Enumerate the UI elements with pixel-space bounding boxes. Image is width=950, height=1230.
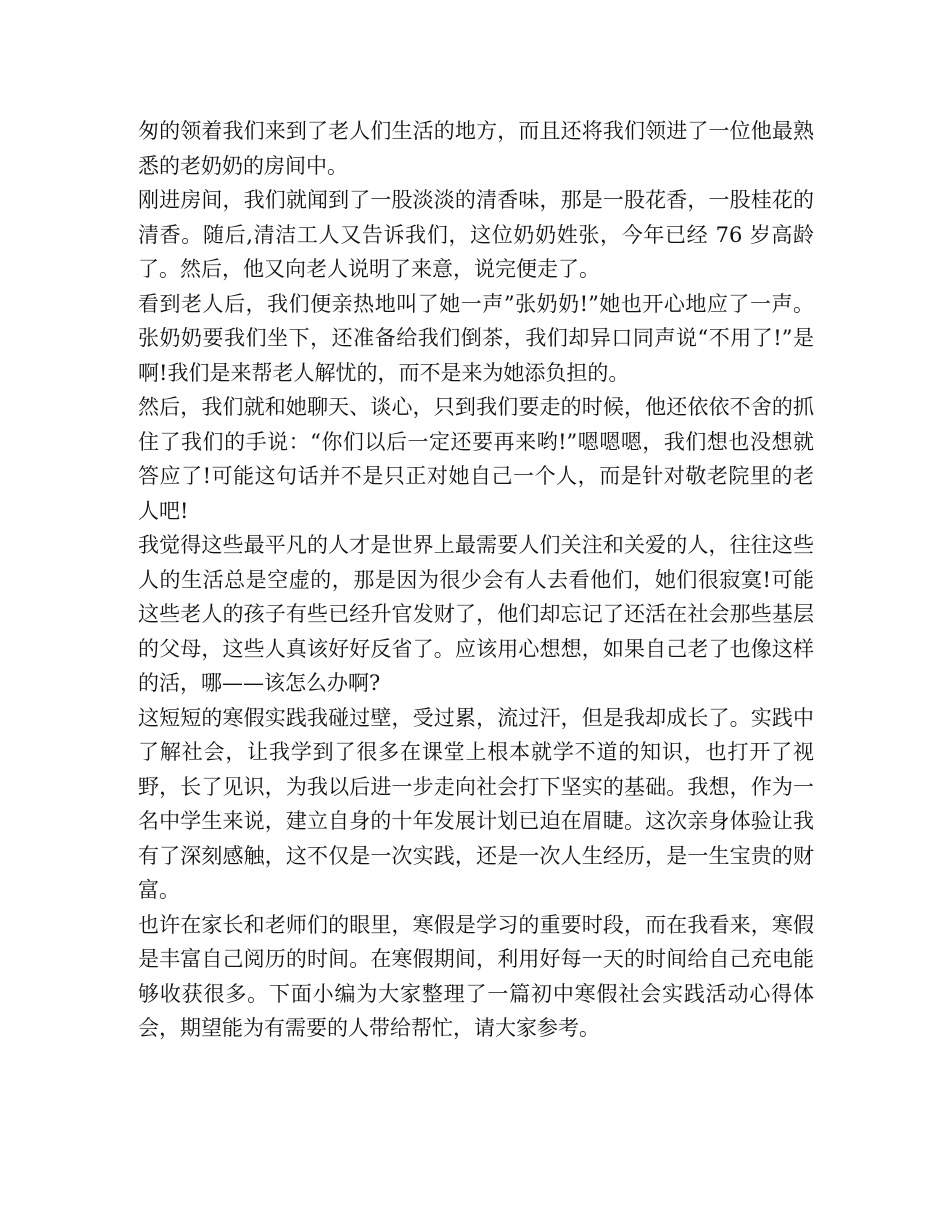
paragraph-3: 看到老人后，我们便亲热地叫了她一声”张奶奶!”她也开心地应了一声。张奶奶要我们坐下，还准备给我们倒茶，我们却异口同声说“不用了!”是啊!我们是来帮老人解忧的，而不是来为她添负担的。 (138, 291, 814, 385)
paragraph-1: 匆的领着我们来到了老人们生活的地方，而且还将我们领进了一位他最熟悉的老奶奶的房间中。 (138, 119, 814, 178)
paragraph-2: 刚进房间，我们就闻到了一股淡淡的清香味，那是一股花香，一股桂花的清香。随后,清洁工人又告诉我们，这位奶奶姓张，今年已经 76 岁高龄了。然后，他又向老人说明了来意，说完便走了。 (138, 188, 814, 281)
paragraph-6: 这短短的寒假实践我碰过壁，受过累，流过汗，但是我却成长了。实践中了解社会，让我学到了很多在课堂上根本就学不道的知识，也打开了视野，长了见识，为我以后进一步走向社会打下坚实的基础。我想，作为一名中学生来说，建立自身的十年发展计划已迫在眉睫。这次亲身体验让我有了深刻感触，这不仅是一次实践，还是一次人生经历，是一生宝贵的财富。 (138, 705, 814, 902)
paragraph-4: 然后，我们就和她聊天、谈心，只到我们要走的时候，他还依依不舍的抓住了我们的手说：“你们以后一定还要再来哟!”嗯嗯嗯，我们想也没想就答应了!可能这句话并不是只正对她自己一个人，而是针对敬老院里的老人吧! (138, 395, 814, 523)
document-body (138, 114, 814, 1046)
paragraph-7: 也许在家长和老师们的眼里，寒假是学习的重要时段，而在我看来，寒假是丰富自己阅历的时间。在寒假期间，利用好每一天的时间给自己充电能够收获很多。下面小编为大家整理了一篇初中寒假社会实践活动心得体会，期望能为有需要的人带给帮忙，请大家参考。 (138, 912, 814, 1040)
paragraph-5: 我觉得这些最平凡的人才是世界上最需要人们关注和关爱的人，往往这些人的生活总是空虚的，那是因为很少会有人去看他们，她们很寂寞!可能这些老人的孩子有些已经升官发财了，他们却忘记了还活在社会那些基层的父母，这些人真该好好反省了。应该用心想想，如果自己老了也像这样的活，哪——该怎么办啊? (138, 533, 814, 695)
